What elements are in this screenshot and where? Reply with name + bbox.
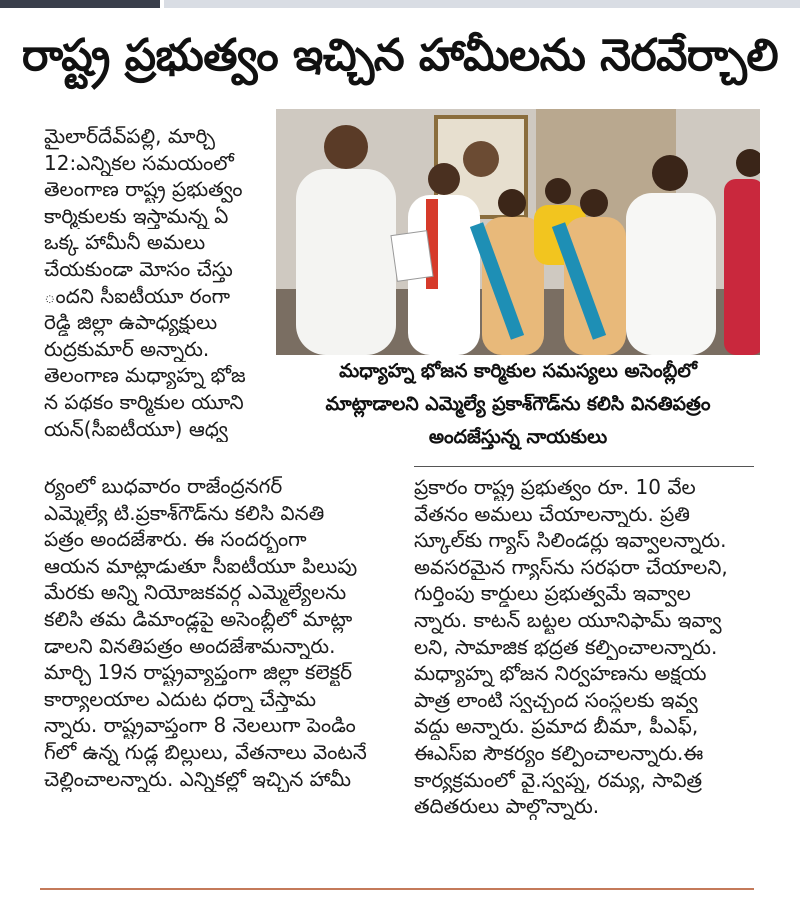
caption-line: మాట్లాడాలని ఎమ్మెల్యే ప్రకాశ్‌గౌడ్‌ను కలిసి వినతిపత్రం: [325, 393, 711, 415]
column-divider: [414, 466, 754, 467]
article-column-left-wide: [44, 473, 406, 792]
article-line: వేతనం అమలు చేయాలన్నారు. ప్రతి: [414, 501, 690, 526]
article-line: చెల్లించాలన్నారు. ఎన్నికల్లో ఇచ్చిన హామీ: [44, 766, 352, 791]
article-line: గుర్తింపు కార్డులు ప్రభుత్వమే ఇవ్వాల: [414, 581, 691, 606]
article-line: రెడ్డి జిల్లా ఉపాధ్యక్షులు: [44, 310, 218, 335]
photo-caption: [276, 355, 760, 454]
article-line: ఈఎస్ఐ సౌకర్యం కల్పించాలన్నారు.ఈ: [414, 740, 704, 765]
article-column-right: [414, 474, 754, 820]
article-line: యన్(సీఐటీయూ) ఆధ్వ: [44, 416, 228, 441]
article-line: ఒక్క హామీనీ అమలు: [44, 230, 206, 255]
article-line: మైలార్‌దేవ్‌పల్లి, మార్చి: [44, 124, 216, 148]
article-line: స్కూల్‌కు గ్యాస్ సిలిండర్లు ఇవ్వాలన్నారు.: [414, 528, 727, 553]
article-line: రుద్రకుమార్ అన్నారు.: [44, 336, 210, 361]
article-line: తెలంగాణ రాష్ట్ర ప్రభుత్వం: [44, 177, 243, 202]
news-photo: [276, 109, 760, 355]
article-line: కార్యక్రమంలో వై.స్వప్న, రమ్య, సావిత్ర: [414, 767, 703, 792]
article-line: ర్యంలో బుధవారం రాజేంద్రనగర్: [44, 474, 283, 498]
article-line: న్నారు. కాటన్ బట్టల యూనిఫామ్ ఇవ్వా: [414, 607, 722, 632]
article-line: డాలని వినతిపత్రం అందజేశామన్నారు.: [44, 633, 336, 658]
article-line: ఆయన మాట్లాడుతూ సీఐటీయూ పిలుపు: [44, 553, 358, 578]
article-line: కార్యాలయాల ఎదుట ధర్నా చేస్తామ: [44, 686, 317, 711]
article-line: ందని సీఐటీయూ రంగా: [44, 283, 231, 308]
article-line: కార్మికులకు ఇస్తామన్న ఏ: [44, 203, 229, 228]
article-line: లని, సామాజిక భద్రత కల్పించాలన్నారు.: [414, 634, 718, 659]
article-line: వద్దు అన్నారు. ప్రమాద బీమా, పీఎఫ్,: [414, 714, 699, 739]
article-column-left-narrow: [44, 123, 272, 442]
top-bar-light: [164, 0, 800, 8]
photo-illustration: [276, 109, 760, 355]
article-line: కలిసి తమ డిమాండ్లపై అసెంబ్లీలో మాట్లా: [44, 606, 353, 631]
bottom-rule: [40, 888, 754, 890]
article-line: పాత్ర లాంటి స్వచ్చంద సంస్థలకు ఇవ్వ: [414, 687, 698, 712]
headline: రాష్ట్ర ప్రభుత్వం ఇచ్చిన హామీలను నెరవేర్చాలి: [21, 30, 779, 81]
article-line: తదితరులు పాల్గొన్నారు.: [414, 794, 600, 819]
caption-line: అందజేస్తున్న నాయకులు: [428, 426, 608, 448]
article-line: ఎమ్మెల్యే టి.ప్రకాశ్‌గౌడ్‌ను కలిసి వినతి: [44, 500, 325, 525]
article-line: అవసరమైన గ్యాస్‌ను సరఫరా చేయాలని,: [414, 554, 728, 579]
article-line: మేరకు అన్ని నియోజకవర్గ ఎమ్మెల్యేలను: [44, 580, 347, 605]
article-line: న పథకం కార్మికుల యూని: [44, 389, 244, 414]
article-line: 12:ఎన్నికల సమయంలో: [44, 150, 234, 175]
article-line: చేయకుండా మోసం చేస్తు: [44, 256, 233, 281]
article-line: గ్‌లో ఉన్న గుడ్ల బిల్లులు, వేతనాలు వెంటనే: [44, 739, 367, 764]
article-line: న్నారు. రాష్ట్రవాప్తంగా 8 నెలలుగా పెండిం: [44, 713, 356, 738]
article-line: ప్రకారం రాష్ట్ర ప్రభుత్వం రూ. 10 వేల: [414, 475, 696, 499]
article-line: పత్రం అందజేశారు. ఈ సందర్భంగా: [44, 527, 307, 552]
article-line: మార్చి 19న రాష్ట్రవ్యాప్తంగా జిల్లా కలెక్టర్: [44, 660, 352, 685]
caption-line: మధ్యాహ్న భోజన కార్మికుల సమస్యలు అసెంబ్లీలో: [339, 360, 697, 382]
top-bar-dark: [0, 0, 160, 8]
article-line: తెలంగాణ మధ్యాహ్న భోజ: [44, 363, 246, 388]
article-line: మధ్యాహ్న భోజన నిర్వహణను అక్షయ: [414, 661, 707, 686]
